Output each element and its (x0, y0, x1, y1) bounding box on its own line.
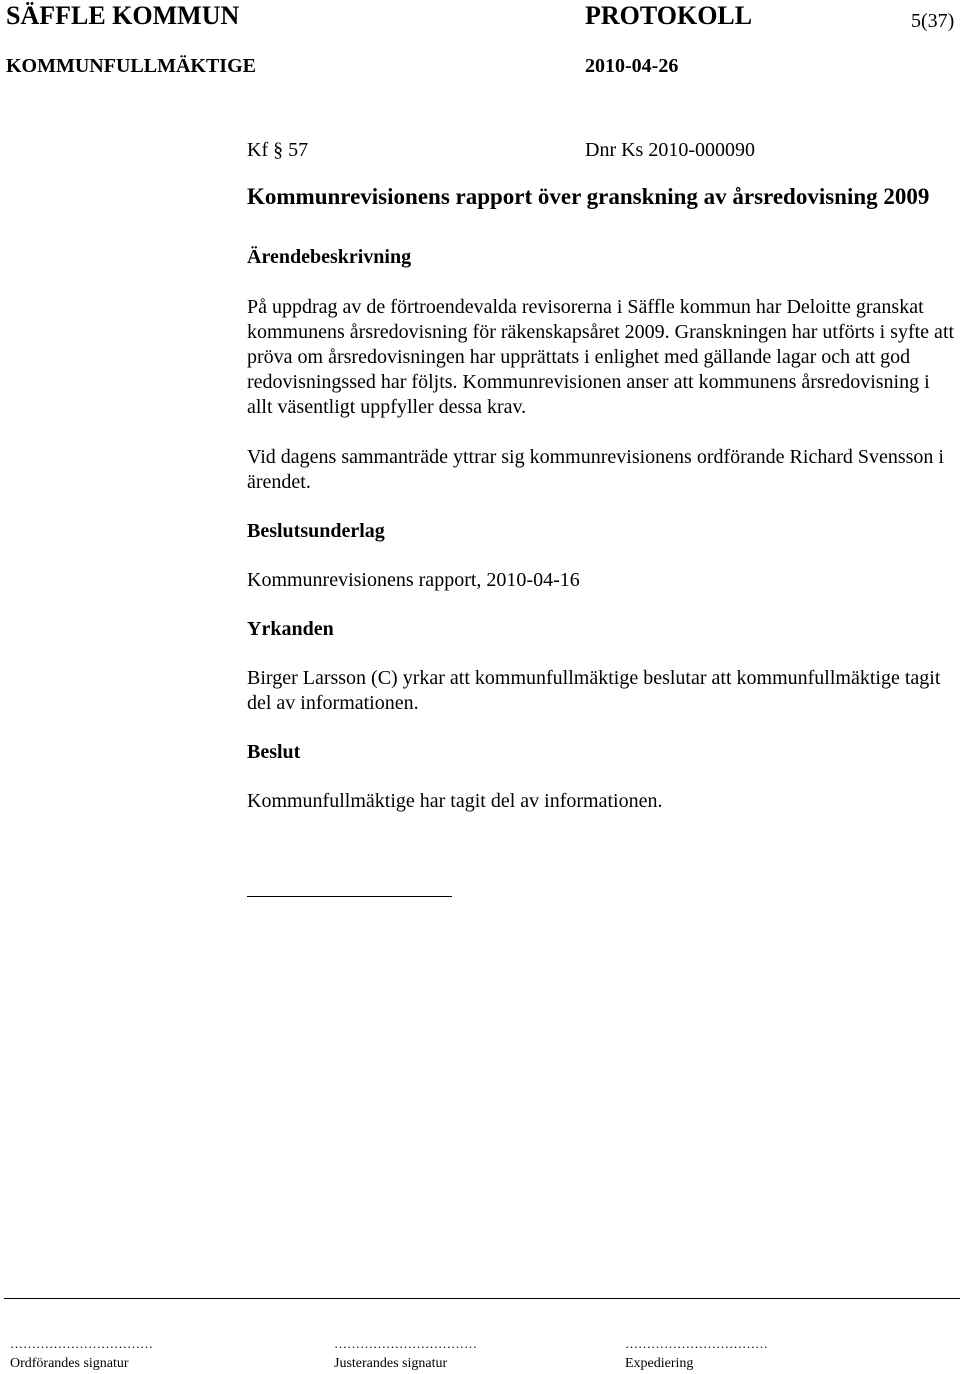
arendebeskrivning-text: På uppdrag av de förtroendevalda revisorerna i Säffle kommun har Deloitte granskat kommunens årsredovisning för räkenskapsåret 2009. Granskningen har utförts i syfte att pröva om årsredovisningen har upprättats i enlighet med gällande lagar och att god redovisningssed har följts. Kommunrevisionen anser att kommunens årsredovisning i allt väsentligt uppfyller dessa krav. (247, 296, 955, 418)
case-title: Kommunrevisionens rapport över granskning av årsredovisning 2009 (247, 184, 930, 209)
beslut-text: Kommunfullmäktige har tagit del av informationen. (247, 790, 663, 812)
paragraph-number: Kf § 57 (247, 139, 309, 161)
signature-line-dispatch: …………………………… (625, 1336, 768, 1351)
yrkanden-text: Birger Larsson (C) yrkar att kommunfullmäktige beslutar att kommunfullmäktige tagit del av informationen. (247, 667, 941, 714)
document-type: PROTOKOLL (585, 1, 753, 30)
decision-body: KOMMUNFULLMÄKTIGE (6, 55, 256, 77)
meeting-date: 2010-04-26 (585, 55, 679, 77)
beslutsunderlag-text: Kommunrevisionens rapport, 2010-04-16 (247, 569, 580, 591)
diary-number: Dnr Ks 2010-000090 (585, 139, 755, 161)
arendebeskrivning-text-2: Vid dagens sammanträde yttrar sig kommunrevisionens ordförande Richard Svensson i ärendet. (247, 446, 944, 493)
signature-label-dispatch: Expediering (625, 1356, 694, 1371)
signature-label-adjuster: Justerandes signatur (334, 1356, 448, 1371)
organization-name: SÄFFLE KOMMUN (6, 1, 240, 30)
minutes-body (247, 182, 957, 814)
signature-label-chair: Ordförandes signatur (10, 1356, 129, 1371)
section-divider (247, 896, 452, 897)
heading-arendebeskrivning: Ärendebeskrivning (247, 246, 412, 268)
footer-divider (4, 1298, 960, 1299)
heading-beslutsunderlag: Beslutsunderlag (247, 520, 385, 542)
signature-line-adjuster: …………………………… (334, 1336, 477, 1351)
signature-line-chair: …………………………… (10, 1336, 153, 1351)
heading-yrkanden: Yrkanden (247, 618, 334, 640)
heading-beslut: Beslut (247, 741, 301, 763)
page-number: 5(37) (911, 10, 955, 32)
